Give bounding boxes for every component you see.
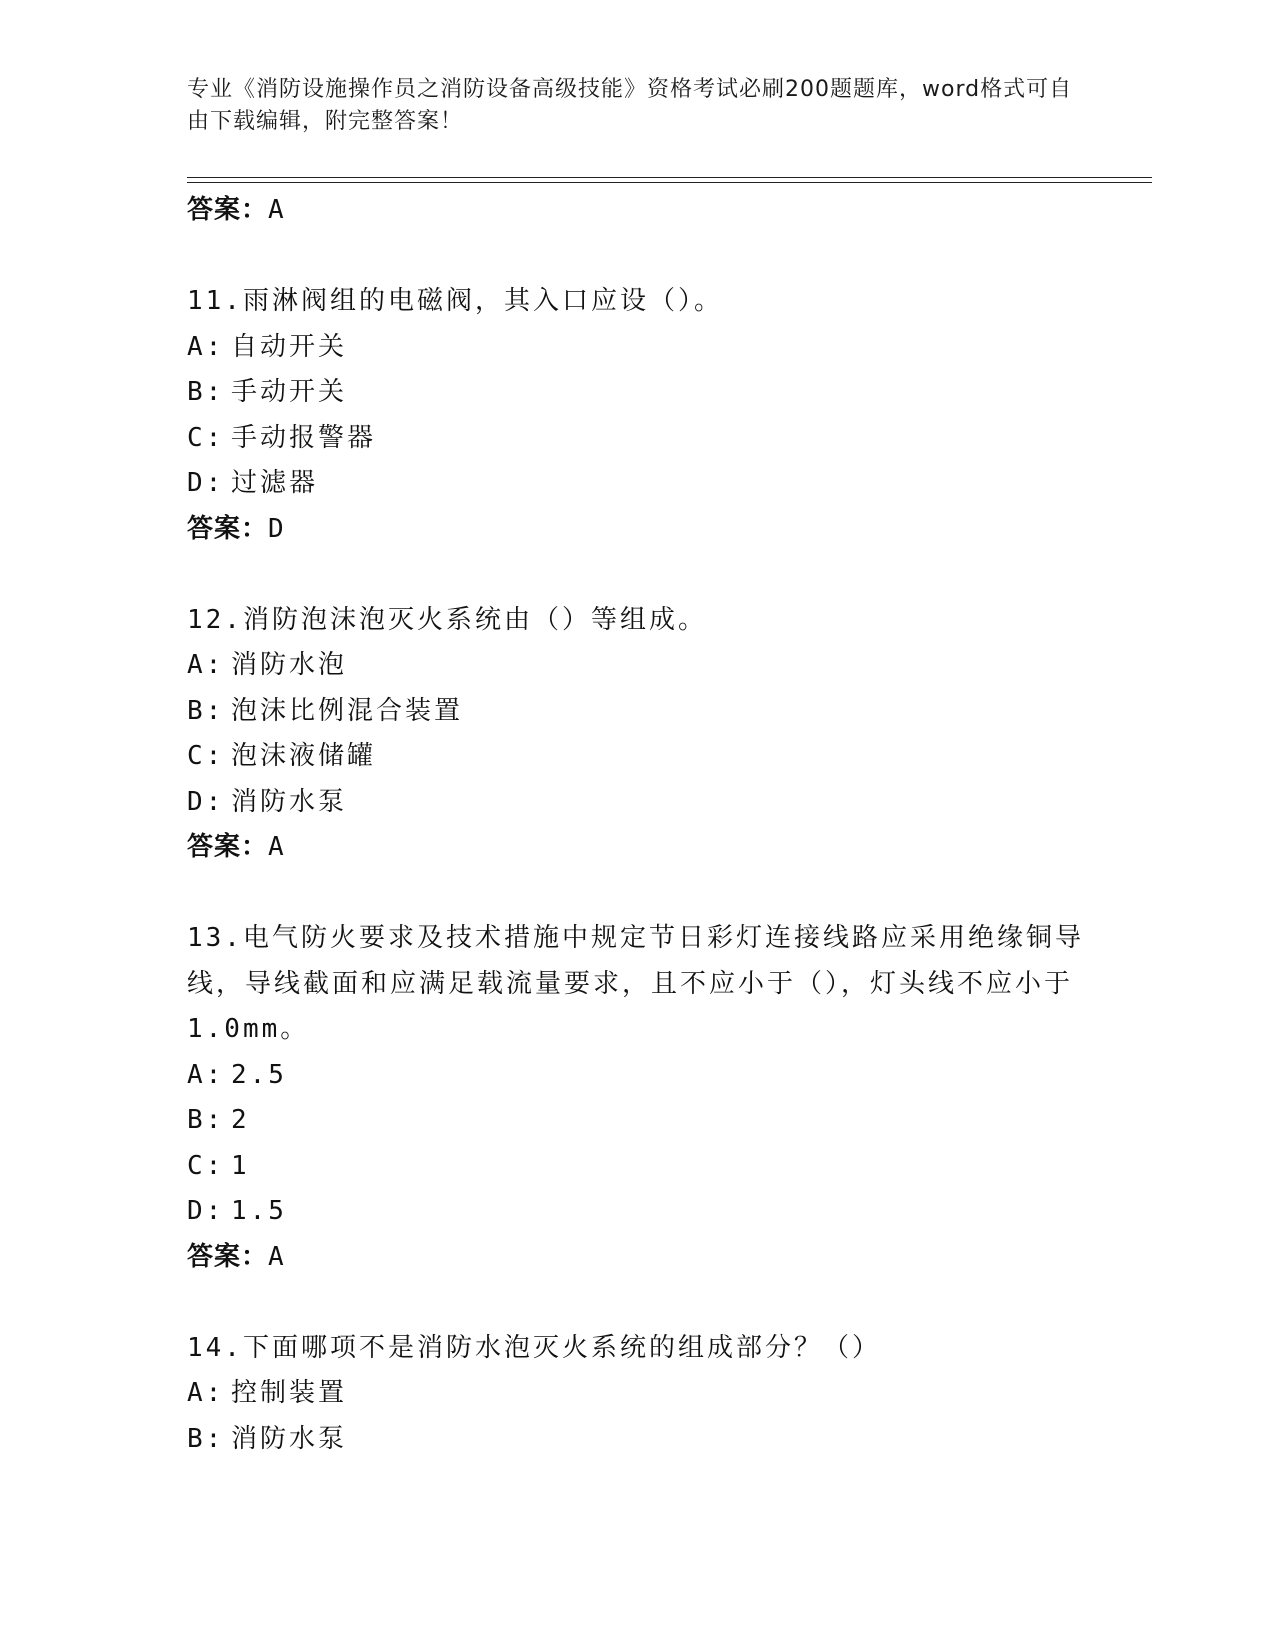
header-divider-bottom bbox=[187, 182, 1152, 183]
question-list bbox=[187, 188, 1087, 1462]
answer-line bbox=[187, 188, 1087, 233]
option-d bbox=[187, 461, 1087, 507]
question-text: 14.下面哪项不是消防水泡灭火系统的组成部分？（） bbox=[187, 1332, 881, 1363]
question-text: 13.电气防火要求及技术措施中规定节日彩灯连接线路应采用绝缘铜导线，导线截面和应满足载流量要求，且不应小于（），灯头线不应小于1.0mm。 bbox=[187, 923, 1084, 1044]
answer-line bbox=[187, 507, 1087, 552]
option-key: A: bbox=[187, 331, 225, 362]
question-text: 12.消防泡沫泡灭火系统由（）等组成。 bbox=[187, 604, 707, 635]
option-key: B: bbox=[187, 1423, 225, 1454]
option-c bbox=[187, 416, 1087, 462]
option-text: 1 bbox=[231, 1150, 250, 1181]
question-text: 11.雨淋阀组的电磁阀，其入口应设（）。 bbox=[187, 286, 723, 316]
option-b bbox=[187, 370, 1087, 416]
option-c bbox=[187, 734, 1087, 780]
answer-label: 答案： bbox=[187, 832, 269, 862]
option-text: 泡沫比例混合装置 bbox=[231, 695, 464, 726]
question-block bbox=[187, 279, 1087, 552]
option-key: D: bbox=[187, 1196, 225, 1226]
option-c bbox=[187, 1144, 1087, 1190]
answer-line bbox=[187, 825, 1087, 870]
answer-value: A bbox=[268, 195, 285, 225]
option-text: 手动开关 bbox=[231, 377, 348, 407]
option-d bbox=[187, 780, 1087, 826]
option-b bbox=[187, 689, 1087, 735]
answer-line bbox=[187, 1235, 1087, 1280]
option-a bbox=[187, 643, 1087, 689]
option-a bbox=[187, 1371, 1087, 1417]
answer-value: A bbox=[268, 1241, 285, 1272]
option-key: C: bbox=[187, 422, 225, 453]
option-key: A: bbox=[187, 650, 225, 680]
option-a bbox=[187, 1053, 1087, 1099]
option-key: B: bbox=[187, 377, 225, 407]
option-text: 2.5 bbox=[231, 1059, 287, 1090]
option-b bbox=[187, 1417, 1087, 1463]
answer-label: 答案： bbox=[187, 513, 269, 544]
option-key: D: bbox=[187, 468, 225, 498]
option-key: B: bbox=[187, 695, 225, 726]
option-key: A: bbox=[187, 1059, 225, 1090]
document-header: 专业《消防设施操作员之消防设备高级技能》资格考试必刷200题题库，word格式可自由下载编辑，附完整答案！ bbox=[187, 77, 1073, 134]
question-block bbox=[187, 1326, 1087, 1463]
option-a bbox=[187, 325, 1087, 371]
question-block bbox=[187, 916, 1087, 1280]
option-text: 过滤器 bbox=[231, 468, 319, 498]
option-key: A: bbox=[187, 1378, 225, 1408]
option-text: 消防水泡 bbox=[231, 650, 348, 680]
option-text: 泡沫液储罐 bbox=[231, 741, 377, 771]
option-d bbox=[187, 1189, 1087, 1235]
option-text: 1.5 bbox=[231, 1196, 287, 1226]
option-text: 自动开关 bbox=[231, 331, 348, 362]
option-text: 控制装置 bbox=[231, 1378, 348, 1408]
answer-value: A bbox=[268, 832, 285, 862]
option-text: 手动报警器 bbox=[231, 422, 377, 453]
option-key: C: bbox=[187, 741, 225, 771]
option-key: B: bbox=[187, 1105, 225, 1135]
answer-label: 答案： bbox=[187, 195, 269, 225]
option-b bbox=[187, 1098, 1087, 1144]
option-key: D: bbox=[187, 786, 225, 817]
header-divider-top bbox=[187, 177, 1152, 178]
answer-value: D bbox=[268, 513, 285, 544]
option-text: 消防水泵 bbox=[231, 786, 348, 817]
option-key: C: bbox=[187, 1150, 225, 1181]
answer-label: 答案： bbox=[187, 1241, 269, 1272]
option-text: 消防水泵 bbox=[231, 1423, 348, 1454]
question-block bbox=[187, 598, 1087, 871]
option-text: 2 bbox=[231, 1105, 250, 1135]
